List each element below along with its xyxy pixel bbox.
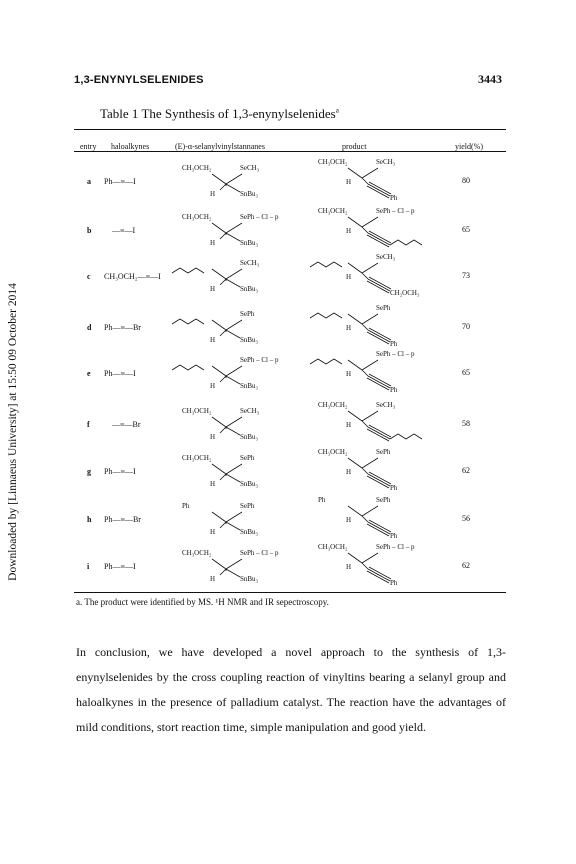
table-bottom-rule [74, 592, 506, 593]
product-substituent: CH₃OCH₂ [318, 543, 348, 551]
product-bond-drawing [318, 209, 428, 255]
download-stamp-text: Downloaded by [Linnaeus University] at 15:50 09 October 2014 [7, 283, 19, 581]
download-stamp [4, 0, 22, 864]
stannane-selanyl: SeCH₃ [240, 407, 260, 415]
col-header-product: product [342, 142, 367, 151]
entry-label: d [87, 323, 92, 332]
product-alkyne-end: Ph [390, 579, 398, 587]
stannane-substituent: CH₃OCH₂ [182, 549, 212, 557]
product-substituent: CH₃OCH₂ [318, 207, 348, 215]
product-h: H [346, 563, 352, 571]
stannane-selanyl: SePh – Cl – p [240, 356, 279, 364]
entry-label: b [87, 226, 92, 235]
haloalkyne-formula: —≡—Br [112, 420, 141, 429]
stannane-h: H [210, 528, 216, 536]
product-h: H [346, 516, 352, 524]
haloalkyne-formula: Ph—≡—Br [104, 515, 141, 524]
table-caption-text: Table 1 The Synthesis of 1,3-enynylselenides [100, 106, 336, 121]
stannane-bond-drawing [182, 456, 262, 496]
product-selanyl: SePh [376, 304, 391, 312]
product-substituent: CH₃OCH₂ [318, 401, 348, 409]
col-header-yield: yield(%) [455, 142, 483, 151]
yield-value: 62 [462, 466, 470, 475]
stannane-h: H [210, 190, 216, 198]
stannane-substituent: CH₃OCH₂ [182, 407, 212, 415]
page-number: 3443 [478, 72, 502, 86]
stannane-tin: SnBu₃ [240, 528, 259, 536]
product-h: H [346, 324, 352, 332]
stannane-substituent: CH₃OCH₂ [182, 164, 212, 172]
stannane-tin: SnBu₃ [240, 285, 259, 293]
stannane-h: H [210, 382, 216, 390]
table-footnote: a. The product were identified by MS. ¹H NMR and IR sepectroscopy. [76, 597, 329, 607]
product-h: H [346, 370, 352, 378]
stannane-bond-drawing [182, 261, 262, 301]
product-selanyl: SePh [376, 496, 391, 504]
stannane-substituent: CH₃OCH₂ [182, 454, 212, 462]
stannane-selanyl: SePh [240, 454, 255, 462]
stannane-bond-drawing [182, 358, 262, 398]
stannane-selanyl: SePh [240, 502, 255, 510]
entry-label: f [87, 420, 90, 429]
haloalkyne-formula: CH₃OCH₂—≡—I [104, 272, 161, 281]
stannane-tin: SnBu₃ [240, 239, 259, 247]
yield-value: 80 [462, 176, 470, 185]
yield-value: 65 [462, 368, 470, 377]
yield-value: 65 [462, 225, 470, 234]
stannane-selanyl: SeCH₃ [240, 259, 260, 267]
stannane-substituent: CH₃OCH₂ [182, 213, 212, 221]
stannane-h: H [210, 285, 216, 293]
entry-label: g [87, 467, 91, 476]
stannane-bond-drawing [182, 215, 262, 255]
product-h: H [346, 227, 352, 235]
stannane-bond-drawing [182, 166, 262, 206]
stannane-selanyl: SePh [240, 310, 255, 318]
stannane-tin: SnBu₃ [240, 190, 259, 198]
col-header-stannanes: (E)-α-selanylvinylstannanes [175, 142, 265, 151]
stannane-tin: SnBu₃ [240, 480, 259, 488]
product-alkyne-end: Ph [390, 484, 398, 492]
yield-value: 58 [462, 419, 470, 428]
table-header-rule [74, 151, 506, 152]
haloalkyne-formula: Ph—≡—I [104, 467, 136, 476]
product-bond-drawing [318, 306, 428, 352]
stannane-h: H [210, 239, 216, 247]
product-alkyne-end: Ph [390, 340, 398, 348]
product-bond-drawing [318, 352, 428, 398]
product-alkyne-end: Ph [390, 194, 398, 202]
stannane-h: H [210, 433, 216, 441]
product-h: H [346, 273, 352, 281]
entry-label: a [87, 177, 91, 186]
stannane-bond-drawing [182, 504, 262, 544]
product-h: H [346, 178, 352, 186]
product-selanyl: SeCH₃ [376, 401, 396, 409]
product-bond-drawing [318, 160, 428, 206]
stannane-tin: SnBu₃ [240, 336, 259, 344]
product-bond-drawing [318, 450, 428, 496]
entry-label: h [87, 515, 92, 524]
product-alkyne-end: CH₂OCH₃ [390, 289, 420, 297]
product-h: H [346, 421, 352, 429]
col-header-entry: entry [80, 142, 97, 151]
product-selanyl: SePh – Cl – p [376, 207, 415, 215]
product-substituent: CH₃OCH₂ [318, 158, 348, 166]
product-bond-drawing [318, 255, 428, 301]
stannane-bond-drawing [182, 312, 262, 352]
table-top-rule [74, 129, 506, 130]
yield-value: 62 [462, 561, 470, 570]
yield-value: 56 [462, 514, 470, 523]
stannane-tin: SnBu₃ [240, 575, 259, 583]
entry-label: i [87, 562, 90, 571]
haloalkyne-formula: Ph—≡—I [104, 177, 136, 186]
stannane-bond-drawing [182, 409, 262, 449]
stannane-selanyl: SeCH₃ [240, 164, 260, 172]
entry-label: c [87, 272, 91, 281]
col-header-haloalkynes: haloalkynes [111, 142, 150, 151]
stannane-substituent: Ph [182, 502, 190, 510]
stannane-selanyl: SePh – Cl – p [240, 549, 279, 557]
stannane-tin: SnBu₃ [240, 433, 259, 441]
product-selanyl: SePh [376, 448, 391, 456]
product-selanyl: SePh – Cl – p [376, 350, 415, 358]
product-substituent: Ph [318, 496, 326, 504]
entry-label: e [87, 369, 91, 378]
product-h: H [346, 468, 352, 476]
product-bond-drawing [318, 403, 428, 449]
conclusion-paragraph: In conclusion, we have developed a novel approach to the synthesis of 1,3-enynylselenides by the cross coupling reaction of vinyltins bearing a selanyl group and haloalkynes in the presence of palladium catalyst. The reaction have the advantages of mild conditions, stort reaction time, simple manipulation and good yield. [76, 645, 506, 734]
haloalkyne-formula: —≡—I [112, 226, 136, 235]
product-bond-drawing [318, 545, 428, 591]
table-caption-mark: a [335, 106, 339, 115]
yield-value: 73 [462, 271, 470, 280]
product-bond-drawing [318, 498, 428, 544]
stannane-selanyl: SePh – Cl – p [240, 213, 279, 221]
stannane-h: H [210, 480, 216, 488]
stannane-h: H [210, 336, 216, 344]
haloalkyne-formula: Ph—≡—Br [104, 323, 141, 332]
stannane-h: H [210, 575, 216, 583]
product-substituent: CH₃OCH₂ [318, 448, 348, 456]
haloalkyne-formula: Ph—≡—I [104, 369, 136, 378]
yield-value: 70 [462, 322, 470, 331]
product-alkyne-end: Ph [390, 532, 398, 540]
stannane-bond-drawing [182, 551, 262, 591]
stannane-tin: SnBu₃ [240, 382, 259, 390]
product-alkyne-end: Ph [390, 386, 398, 394]
product-selanyl: SePh – Cl – p [376, 543, 415, 551]
running-head: 1,3-ENYNYLSELENIDES [74, 74, 204, 86]
table-caption [100, 106, 339, 122]
haloalkyne-formula: Ph—≡—I [104, 562, 136, 571]
product-selanyl: SeCH₃ [376, 158, 396, 166]
product-selanyl: SeCH₃ [376, 253, 396, 261]
